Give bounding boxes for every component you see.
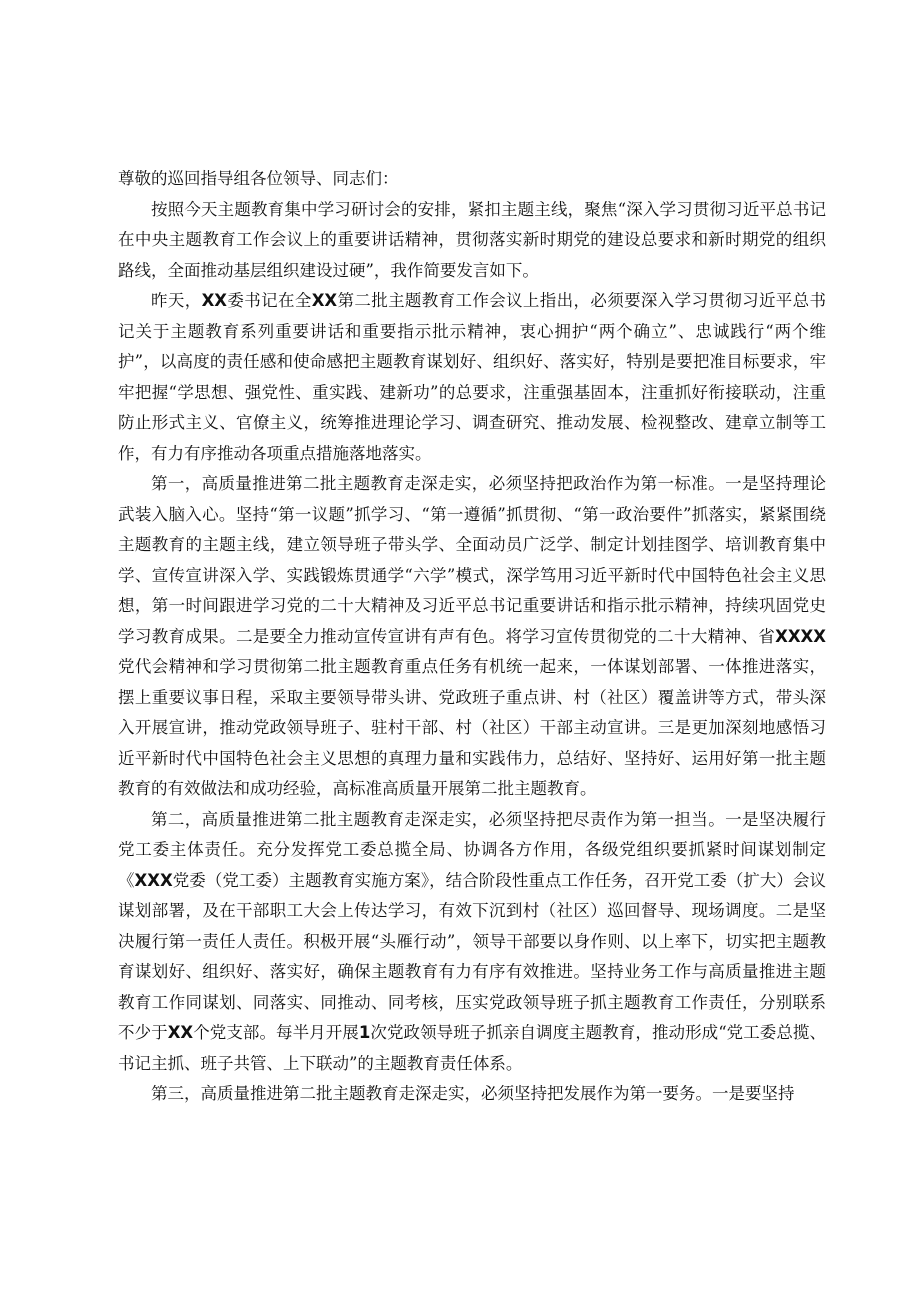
paragraph-text: 第一，高质量推进第二批主题教育走深走实，必须坚持把政治作为第一标准。一是坚持理论武装入脑入心。坚持“第一议题”抓学习、“第一遵循”抓贯彻、“第一政治要件”抓落实，紧紧围绕主题教育的主题主线，建立领导班子带头学、全面动员广泛学、制定计划挂图学、培训教育集中学、宣传宣讲深入学、实践锻炼贯通学“六学”模式，深学笃用习近平新时代中国特色社会主义思想，第一时间跟进学习党的二十大精神及习近平总书记重要讲话和指示批示精神，持续巩固党史学习教育成果。二是要全力推动宣传宣讲有声有色。将学习宣传贯彻党的二十大精神、省	[118, 474, 826, 646]
paragraph-text: 第二批主题教育工作会议上指出，必须要深入学习贯彻习近平总书记关于主题教育系列重要讲话和重要指示批示精神，衷心拥护“两个确立”、忠诚践行“两个维护”，以高度的责任感和使命感把主题教育谋划好、组织好、落实好，特别是要把准目标要求，牢牢把握“学思想、强党性、重实践、建新功”的总要求，注重强基固本，注重抓好衔接联动，注重防止形式主义、官僚主义，统筹推进理论学习、调查研究、推动发展、检视整改、建章立制等工作，有力有序推动各项重点措施落地落实。	[118, 291, 827, 463]
paragraph-text: 党委（党工委）主题教育实施方案》，结合阶段性重点工作任务，召开党工委（扩大）会议谋划部署，及在干部职工大会上传达学习，有效下沉到村（社区）巡回督导、现场调度。二是坚决履行第一责任人责任。积极开展“头雁行动”，领导干部要以身作则、以上率下，切实把主题教育谋划好、组织好、落实好，确保主题教育有力有序有效推进。坚持业务工作与高质量推进主题教育工作同谋划、同落实、同推动、同考核，压实党政领导班子抓主题教育工作责任，分别联系不少于	[118, 870, 827, 1042]
body-paragraph	[118, 1079, 826, 1110]
placeholder-text: XXX	[134, 870, 173, 890]
placeholder-text: XX	[201, 291, 228, 310]
paragraph-text: 党代会精神和学习贯彻第二批主题教育重点任务有机统一起来，一体谋划部署、一体推进落实，摆上重要议事日程，采取主要领导带头讲、党政班子重点讲、村（社区）覆盖讲等方式，带头深入开展宣讲，推动党政领导班子、驻村干部、村（社区）干部主动宣讲。三是更加深刻地感悟习近平新时代中国特色社会主义思想的真理力量和实践伟力，总结好、坚持好、运用好第一批主题教育的有效做法和成功经验，高标准高质量开展第二批主题教育。	[118, 657, 826, 798]
placeholder-text: XXXX	[775, 626, 826, 646]
placeholder-text: XX	[311, 291, 338, 310]
paragraph-text: 第三，高质量推进第二批主题教育走深走实，必须坚持把发展作为第一要务。一是要坚持	[151, 1084, 795, 1103]
paragraph-text: 第二，高质量推进第二批主题教育走深走实，必须坚持把尽责作为第一担当。一是坚决履行党工委主体责任。充分发挥党工委总揽全局、协调各方作用，各级党组织要抓紧时间谋划制定《	[118, 809, 826, 890]
document-body	[118, 195, 826, 1110]
body-paragraph	[118, 469, 826, 805]
paragraph-text: 次党政领导班子抓亲自调度主题教育，推动形成“党工委总揽、书记主抓、班子共管、上下联动”的主题教育责任体系。	[118, 1023, 826, 1073]
body-paragraph	[118, 286, 826, 469]
paragraph-text: 委书记在全	[227, 291, 312, 310]
placeholder-text: 1	[358, 1023, 371, 1042]
body-paragraph	[118, 805, 826, 1080]
placeholder-text: XX	[167, 1023, 194, 1042]
paragraph-text: 按照今天主题教育集中学习研讨会的安排，紧扣主题主线，聚焦“深入学习贯彻习近平总书记在中央主题教育工作会议上的重要讲话精神，贯彻落实新时期党的建设总要求和新时期党的组织路线，全面推动基层组织建设过硬”，我作简要发言如下。	[118, 199, 826, 280]
body-paragraph	[118, 195, 826, 287]
salutation: 尊敬的巡回指导组各位领导、同志们：	[118, 169, 399, 188]
paragraph-text: 个党支部。每半月开展	[193, 1023, 359, 1042]
paragraph-text: 昨天，	[151, 291, 202, 310]
document-page	[118, 164, 826, 1110]
